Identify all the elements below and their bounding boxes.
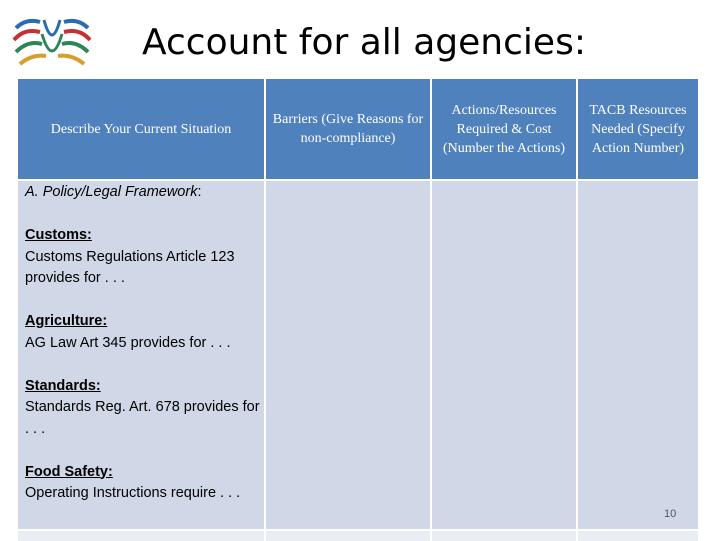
header-tacb-resources: TACB Resources Needed (Specify Action Number) <box>578 79 698 179</box>
item-text: AG Law Art 345 provides for . . . <box>25 334 231 351</box>
header-barriers: Barriers (Give Reasons for non-compliance) <box>266 79 430 179</box>
slide-title: Account for all agencies: <box>142 22 586 63</box>
item-label: Food Safety: <box>25 463 113 480</box>
item-text: Operating Instructions require . . . <box>25 485 241 501</box>
list-item <box>25 311 265 354</box>
item-label: Agriculture: <box>25 313 108 329</box>
header-actions-resources: Actions/Resources Required & Cost (Number the Actions) <box>432 79 576 179</box>
list-item <box>25 462 265 505</box>
item-text: Customs Regulations Article 123 provides for . . . <box>25 248 235 286</box>
section-heading: A. Policy/Legal Framework: <box>25 184 202 200</box>
list-item <box>25 376 265 441</box>
cell-actions-resources <box>432 181 576 529</box>
list-item <box>25 225 265 290</box>
situation-content <box>25 182 265 526</box>
item-label: Standards: <box>25 377 101 394</box>
cell-barriers <box>266 181 430 529</box>
wto-logo <box>6 10 98 80</box>
page-number: 10 <box>664 508 677 520</box>
item-text: Standards Reg. Art. 678 provides for . . . <box>25 399 260 437</box>
cell-tacb-resources <box>578 181 698 529</box>
item-label: Customs: <box>25 227 92 243</box>
header-current-situation: Describe Your Current Situation <box>18 79 264 179</box>
